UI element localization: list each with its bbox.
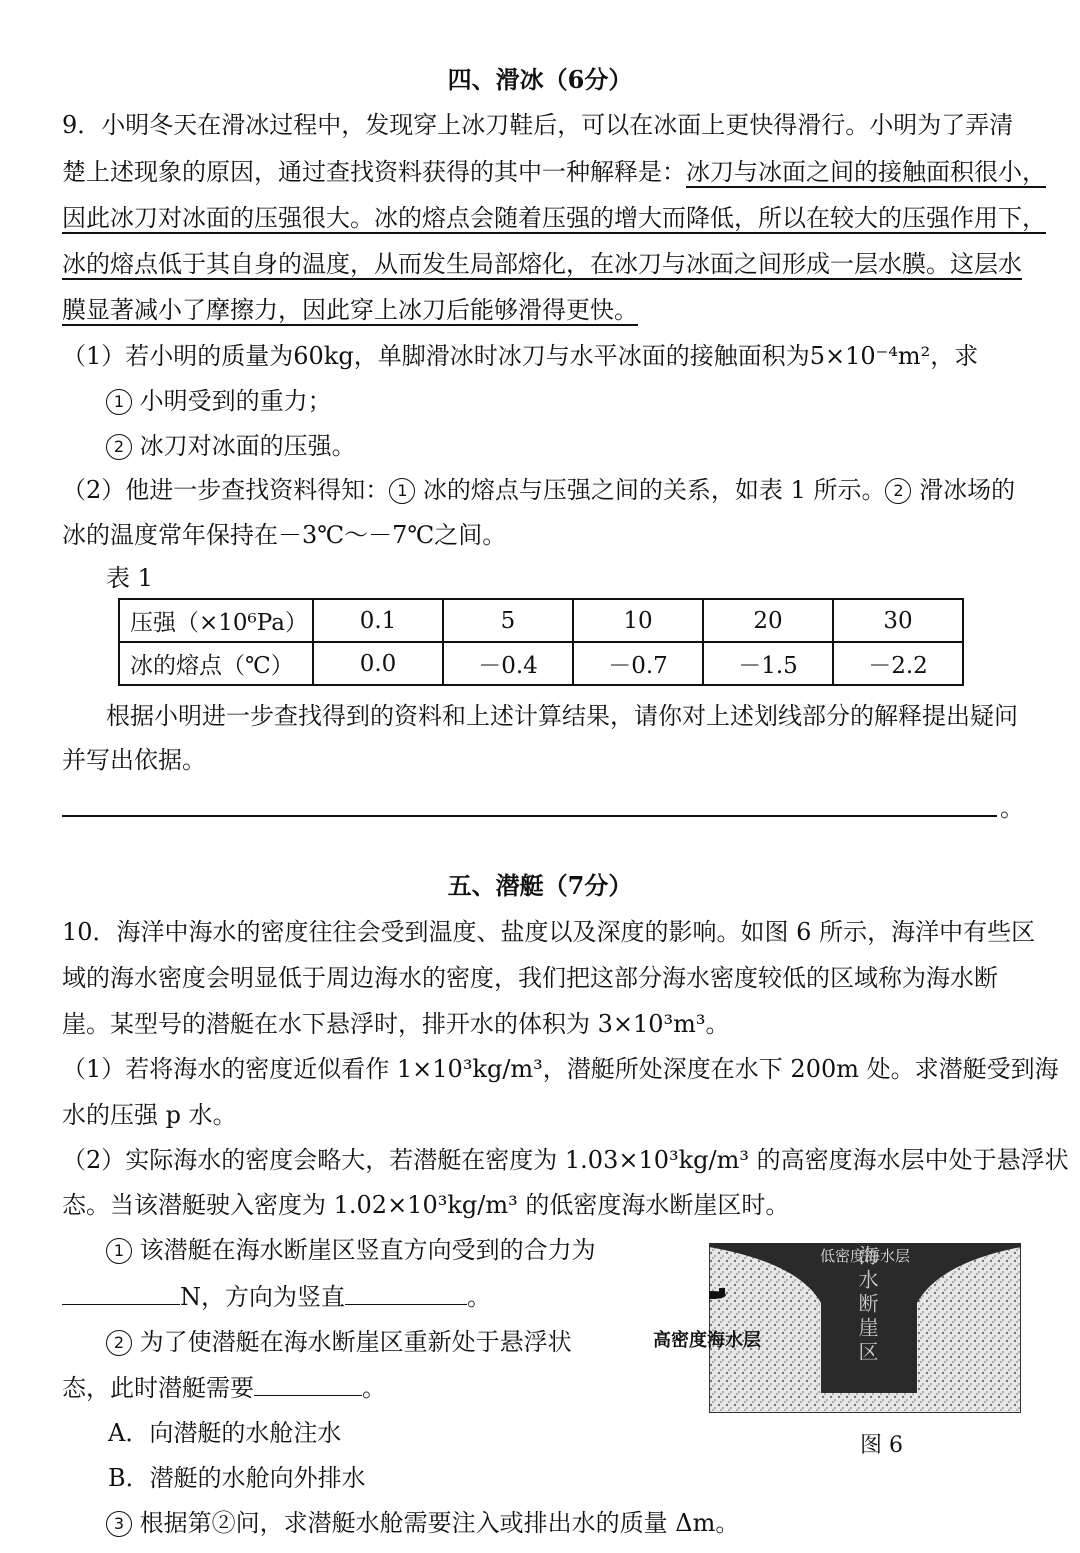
- q10-part1-line2: 水的压强 p 水。: [62, 1101, 237, 1129]
- q9-followup-line1: 根据小明进一步查找得到的资料和上述计算结果，请你对上述划线部分的解释提出疑问: [106, 702, 1018, 730]
- table-cell: 10: [573, 599, 703, 642]
- circled-number-3: 3: [106, 1511, 132, 1537]
- option-b: B．潜艇的水舱向外排水: [108, 1464, 366, 1492]
- q9-part1-item2-text: 冰刀对冰面的压强。: [139, 432, 356, 460]
- table-cell: －2.2: [833, 642, 963, 685]
- answer-line-end: 。: [1000, 794, 1024, 822]
- q9-intro-line5: [62, 294, 638, 326]
- table-cell: 0.1: [313, 599, 443, 642]
- q10-sub2-line1: [106, 1326, 572, 1358]
- q9-intro-line1: 9．小明冬天在滑冰过程中，发现穿上冰刀鞋后，可以在冰面上更快得滑行。小明为了弄清: [62, 111, 1014, 139]
- q10-sub2-text-2: 态，此时潜艇需要: [62, 1374, 254, 1402]
- q10-sub1-text-2: N，方向为竖直: [180, 1283, 345, 1311]
- figure-caption: 图 6: [860, 1433, 903, 1458]
- section5-title: 五、潜艇（7分）: [447, 871, 633, 900]
- circled-number-2: 2: [885, 478, 911, 504]
- q9-intro-line4: [62, 248, 1022, 280]
- q10-line2: 域的海水密度会明显低于周边海水的密度，我们把这部分海水密度较低的区域称为海水断: [62, 964, 998, 992]
- q9-part2-text-c: 滑冰场的: [919, 476, 1016, 504]
- q9-followup-line2: 并写出依据。: [62, 746, 206, 774]
- melting-point-table: [118, 598, 964, 686]
- q10-line3: 崖。某型号的潜艇在水下悬浮时，排开水的体积为 3×10³m³。: [62, 1010, 730, 1038]
- q10-sub1-line1: [106, 1234, 596, 1266]
- q9-underlined-line3: 因此冰刀对冰面的压强很大。冰的熔点会随着压强的增大而降低，所以在较大的压强作用下，: [62, 204, 1046, 232]
- q9-part2-text-b: 冰的熔点与压强之间的关系，如表 1 所示。: [422, 476, 886, 504]
- action-blank[interactable]: [254, 1371, 362, 1396]
- cliff-label: 海水断崖区: [855, 1245, 879, 1365]
- table-cell: 20: [703, 599, 833, 642]
- table-caption: 表 1: [106, 564, 153, 592]
- low-density-label: 低密度海水层: [819, 1247, 911, 1265]
- net-force-blank[interactable]: [62, 1280, 180, 1305]
- q9-underlined-explanation-start: 冰刀与冰面之间的接触面积很小，: [686, 158, 1046, 186]
- q10-part2-line1: （2）实际海水的密度会略大，若潜艇在密度为 1.03×10³kg/m³ 的高密度海水层中处于悬浮状: [62, 1146, 1069, 1174]
- table-row-pressure: [119, 599, 963, 642]
- table-header-melting-point: 冰的熔点（℃）: [119, 642, 313, 685]
- q9-part1-item2: [106, 430, 356, 462]
- q9-part1: （1）若小明的质量为60kg，单脚滑冰时冰刀与水平冰面的接触面积为5×10⁻⁴m²，求: [62, 342, 979, 370]
- q9-underlined-line4: 冰的熔点低于其自身的温度，从而发生局部熔化，在冰刀与冰面之间形成一层水膜。这层水: [62, 250, 1022, 278]
- q10-part2-line2: 态。当该潜艇驶入密度为 1.02×10³kg/m³ 的低密度海水断崖区时。: [62, 1191, 790, 1219]
- table-cell: 0.0: [313, 642, 443, 685]
- q9-part1-item1-text: 小明受到的重力；: [139, 387, 332, 415]
- q10-sub1-end: 。: [467, 1283, 491, 1311]
- table-cell: 5: [443, 599, 573, 642]
- q9-underlined-line5: 膜显著减小了摩擦力，因此穿上冰刀后能够滑得更快。: [62, 296, 638, 324]
- q9-intro-line3: [62, 202, 1046, 234]
- q9-part2-text-a: （2）他进一步查找资料得知：: [62, 476, 390, 504]
- answer-line[interactable]: [62, 815, 997, 817]
- circled-number-1: 1: [389, 478, 415, 504]
- q9-part2-line2: 冰的温度常年保持在－3℃～－7℃之间。: [62, 521, 507, 549]
- q10-sub3-text: 根据第②问，求潜艇水舱需要注入或排出水的质量 Δm。: [139, 1509, 740, 1537]
- circled-number-1: 1: [106, 389, 132, 415]
- circled-number-2: 2: [106, 1330, 132, 1356]
- q10-line1: 10．海洋中海水的密度往往会受到温度、盐度以及深度的影响。如图 6 所示，海洋中有些区: [62, 918, 1036, 946]
- q9-intro-line2: [62, 156, 1046, 188]
- table-cell: －1.5: [703, 642, 833, 685]
- section4-title: 四、滑冰（6分）: [447, 65, 633, 94]
- table-header-pressure: 压强（×10⁶Pa）: [119, 599, 313, 642]
- circled-number-2: 2: [106, 434, 132, 460]
- q10-sub1-line2: [62, 1280, 491, 1313]
- q9-part1-item1: [106, 385, 332, 417]
- q10-part1-line1: （1）若将海水的密度近似看作 1×10³kg/m³，潜艇所处深度在水下 200m 处。求潜艇受到海: [62, 1055, 1059, 1083]
- high-density-label: 高密度海水层: [653, 1330, 761, 1351]
- q9-part2-line1: [62, 474, 1015, 506]
- table-cell: 30: [833, 599, 963, 642]
- direction-blank[interactable]: [345, 1280, 467, 1305]
- circled-number-1: 1: [106, 1238, 132, 1264]
- q10-sub2-line2: [62, 1371, 386, 1404]
- q10-sub3: [106, 1507, 739, 1539]
- option-a: A．向潜艇的水舱注水: [108, 1419, 342, 1447]
- q10-sub2-text: 为了使潜艇在海水断崖区重新处于悬浮状: [139, 1328, 572, 1356]
- table-cell: －0.7: [573, 642, 703, 685]
- table-cell: －0.4: [443, 642, 573, 685]
- q10-sub2-end: 。: [362, 1374, 386, 1402]
- table-row-melting-point: [119, 642, 963, 685]
- q10-sub1-text: 该潜艇在海水断崖区竖直方向受到的合力为: [139, 1236, 596, 1264]
- q9-intro-line2-text: 楚上述现象的原因，通过查找资料获得的其中一种解释是：: [62, 158, 686, 186]
